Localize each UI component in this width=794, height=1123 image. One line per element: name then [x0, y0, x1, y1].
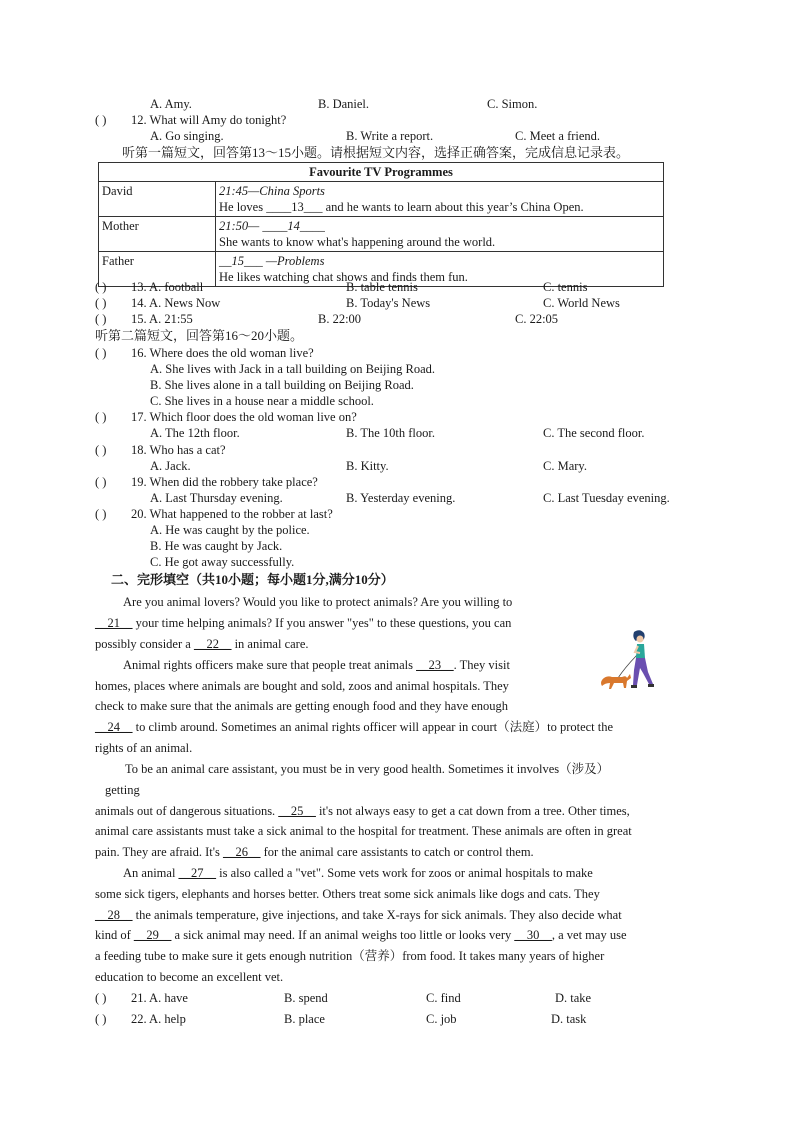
- row-line2: He likes watching chat shows and finds them fun.: [219, 270, 468, 284]
- q20-option-a: A. He was caught by the police.: [150, 523, 310, 537]
- q21-option-d: D. take: [555, 991, 592, 1005]
- blank-26[interactable]: __26__: [223, 845, 261, 859]
- q19-paren[interactable]: ( ): [95, 475, 107, 489]
- cloze-line: Are you animal lovers? Would you like to protect animals? Are you willing to: [123, 595, 513, 609]
- q21-option-c: C. find: [426, 991, 461, 1005]
- q14-paren[interactable]: ( ): [95, 296, 107, 310]
- woman-walking-dog-illustration: [596, 628, 666, 696]
- q19-option-b: B. Yesterday evening.: [346, 491, 456, 505]
- row-line1: __15___ —Problems: [219, 254, 325, 268]
- q14-stem: 14. A. News Now: [131, 296, 221, 310]
- cloze-line: rights of an animal.: [95, 741, 193, 755]
- q22-stem: 22. A. help: [131, 1012, 186, 1026]
- q17-paren[interactable]: ( ): [95, 410, 107, 424]
- q22-option-c: C. job: [426, 1012, 457, 1026]
- q16-option-b: B. She lives alone in a tall building on Beijing Road.: [150, 378, 414, 392]
- row-name: David: [99, 182, 216, 217]
- row-line1: 21:45—China Sports: [219, 184, 325, 198]
- q21-paren[interactable]: ( ): [95, 991, 107, 1005]
- blank-23[interactable]: __23__: [416, 658, 454, 672]
- q15-paren[interactable]: ( ): [95, 312, 107, 326]
- q14-option-c: C. World News: [543, 296, 620, 310]
- q12-option-a: A. Go singing.: [150, 129, 224, 143]
- cloze-line: animal care assistants must take a sick animal to the hospital for treatment. These animals are often in great: [95, 824, 632, 838]
- q14-option-b: B. Today's News: [346, 296, 431, 310]
- q21-option-b: B. spend: [284, 991, 328, 1005]
- cloze-line: pain. They are afraid. It's __26__ for the animal care assistants to catch or control them.: [95, 845, 534, 859]
- q22-option-b: B. place: [284, 1012, 325, 1026]
- q12-option-b: B. Write a report.: [346, 129, 434, 143]
- q15-option-b: B. 22:00: [318, 312, 362, 326]
- q18-paren[interactable]: ( ): [95, 443, 107, 457]
- cloze-line: a feeding tube to make sure it gets enough nutrition（营养）from food. It takes many years of higher: [95, 949, 605, 963]
- q16-option-c: C. She lives in a house near a middle school.: [150, 394, 374, 408]
- blank-27[interactable]: __27__: [178, 866, 217, 880]
- cloze-line: animals out of dangerous situations. __25__ it's not always easy to get a cat down from a tree. Other times,: [95, 804, 630, 818]
- blank-29[interactable]: __29__: [133, 928, 172, 942]
- table-row: [99, 182, 664, 217]
- q12-option-c: C. Meet a friend.: [515, 129, 601, 143]
- q16-paren[interactable]: ( ): [95, 346, 107, 360]
- cloze-line: check to make sure that the animals are getting enough food and they have enough: [95, 699, 509, 713]
- row-name: Mother: [99, 217, 216, 252]
- q12-paren[interactable]: ( ): [95, 113, 107, 127]
- q20-paren[interactable]: ( ): [95, 507, 107, 521]
- q19-stem: 19. When did the robbery take place?: [131, 475, 318, 489]
- q13-option-c: C. tennis: [543, 280, 588, 294]
- cloze-line: __21__ your time helping animals? If you answer "yes" to these questions, you can: [95, 616, 512, 630]
- row-name: Father: [99, 252, 216, 287]
- q17-stem: 17. Which floor does the old woman live on?: [131, 410, 357, 424]
- q18-option-c: C. Mary.: [543, 459, 587, 473]
- q22-option-d: D. task: [551, 1012, 587, 1026]
- table-title: Favourite TV Programmes: [99, 163, 664, 182]
- q19-option-c: C. Last Tuesday evening.: [543, 491, 670, 505]
- blank-24[interactable]: __24__: [95, 720, 133, 734]
- q19-option-a: A. Last Thursday evening.: [150, 491, 283, 505]
- q13-option-b: B. table tennis: [346, 280, 418, 294]
- q15-option-c: C. 22:05: [515, 312, 559, 326]
- q16-option-a: A. She lives with Jack in a tall building on Beijing Road.: [150, 362, 436, 376]
- q18-option-b: B. Kitty.: [346, 459, 389, 473]
- cloze-line: Animal rights officers make sure that people treat animals __23__. They visit: [123, 658, 510, 672]
- section-2-title: 二、完形填空（共10小题；每小题1分,满分10分）: [111, 572, 394, 587]
- q11-option-a: A. Amy.: [150, 97, 192, 111]
- cloze-line: kind of __29__ a sick animal may need. If an animal weighs too little or looks very __30__, a vet may use: [95, 928, 627, 942]
- cloze-line: __24__ to climb around. Sometimes an animal rights officer will appear in court（法庭）to protect the: [95, 720, 614, 734]
- cloze-line: education to become an excellent vet.: [95, 970, 284, 984]
- q18-option-a: A. Jack.: [150, 459, 191, 473]
- blank-22[interactable]: __22__: [193, 637, 232, 651]
- cloze-line: possibly consider a __22__ in animal care.: [95, 637, 309, 651]
- q20-stem: 20. What happened to the robber at last?: [131, 507, 333, 521]
- row-line2: She wants to know what's happening around the world.: [219, 235, 496, 249]
- cloze-line: An animal __27__ is also called a "vet". Some vets work for zoos or animal hospitals to make: [123, 866, 593, 880]
- q16-stem: 16. Where does the old woman live?: [131, 346, 314, 360]
- q12-stem: 12. What will Amy do tonight?: [131, 113, 287, 127]
- q15-stem: 15. A. 21:55: [131, 312, 193, 326]
- favourite-tv-table: [98, 162, 664, 287]
- cloze-line: homes, places where animals are bought and sold, zoos and animal hospitals. They: [95, 679, 509, 693]
- q13-paren[interactable]: ( ): [95, 280, 107, 294]
- cloze-line: To be an animal care assistant, you must be in very good health. Sometimes it involves（涉及）: [125, 762, 610, 776]
- q18-stem: 18. Who has a cat?: [131, 443, 226, 457]
- cloze-line: __28__ the animals temperature, give injections, and take X-rays for sick animals. They also decide what: [95, 908, 622, 922]
- blank-30[interactable]: __30__: [514, 928, 552, 942]
- q17-option-c: C. The second floor.: [543, 426, 645, 440]
- blank-28[interactable]: __28__: [95, 908, 133, 922]
- blank-21[interactable]: __21__: [95, 616, 133, 630]
- q11-option-b: B. Daniel.: [318, 97, 370, 111]
- blank-25[interactable]: __25__: [278, 804, 316, 818]
- listening-section-2-instruction: 听第二篇短文，回答第16～20小题。: [95, 328, 304, 343]
- q17-option-b: B. The 10th floor.: [346, 426, 436, 440]
- q17-option-a: A. The 12th floor.: [150, 426, 240, 440]
- q13-stem: 13. A. football: [131, 280, 204, 294]
- q20-option-c: C. He got away successfully.: [150, 555, 295, 569]
- row-line1: 21:50— ____14____: [219, 219, 325, 233]
- q21-stem: 21. A. have: [131, 991, 188, 1005]
- q20-option-b: B. He was caught by Jack.: [150, 539, 283, 553]
- listening-section-1-instruction: 听第一篇短文，回答第13～15小题。请根据短文内容，选择正确答案，完成信息记录表。: [122, 145, 630, 160]
- row-line2: He loves ____13___ and he wants to learn about this year’s China Open.: [219, 200, 584, 214]
- cloze-line: some sick tigers, elephants and horses better. Others treat some sick animals like dogs and cats. They: [95, 887, 600, 901]
- q11-option-c: C. Simon.: [487, 97, 538, 111]
- cloze-line: getting: [105, 783, 140, 797]
- q22-paren[interactable]: ( ): [95, 1012, 107, 1026]
- table-row: [99, 217, 664, 252]
